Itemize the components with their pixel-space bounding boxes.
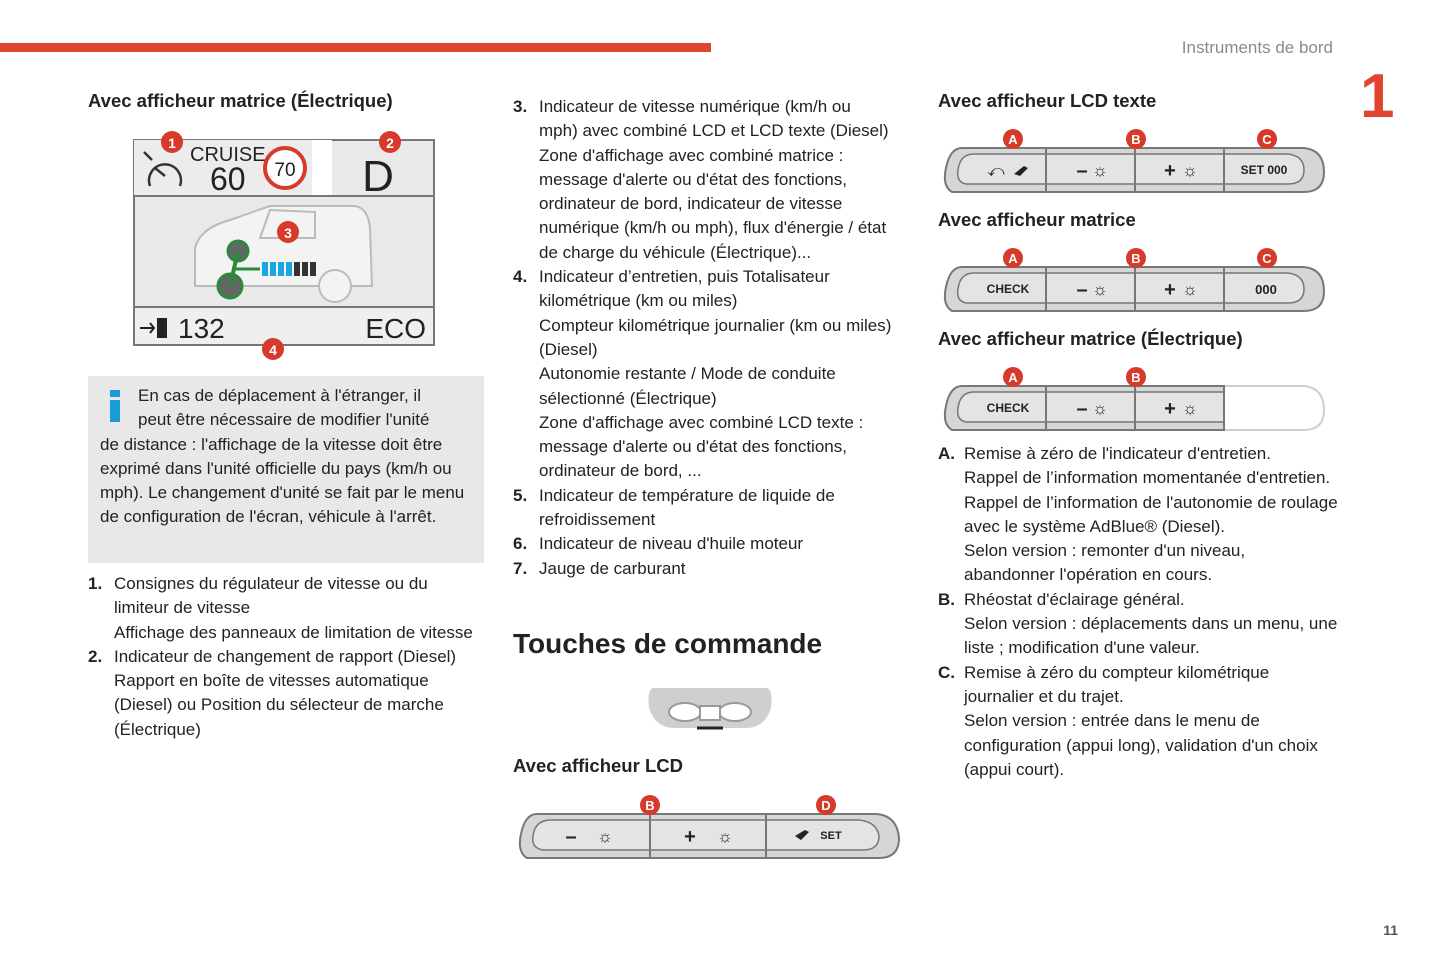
gear-indicator: D bbox=[362, 152, 394, 201]
heading-matrice: Avec afficheur matrice bbox=[938, 209, 1136, 230]
col1-list bbox=[88, 572, 484, 742]
svg-text:C: C bbox=[1262, 132, 1272, 147]
svg-text:–: – bbox=[1076, 398, 1088, 420]
info-text-line2: peut être nécessaire de modifier l'unité bbox=[138, 410, 430, 430]
svg-text:☼: ☼ bbox=[1092, 280, 1108, 299]
svg-text:–: – bbox=[565, 826, 577, 848]
svg-text:+: + bbox=[1164, 160, 1176, 182]
col2-list bbox=[513, 95, 893, 581]
page-number: 11 bbox=[1383, 922, 1398, 938]
header-accent-bar bbox=[0, 43, 711, 52]
panel-matrice-electrique bbox=[938, 364, 1330, 436]
steering-controls-thumbnail bbox=[645, 684, 775, 732]
info-box bbox=[88, 376, 484, 563]
range-value: 132 bbox=[178, 313, 225, 344]
col3-list bbox=[938, 442, 1338, 782]
button-c-label: 000 bbox=[1255, 282, 1277, 297]
section-title: Instruments de bord bbox=[1181, 38, 1333, 57]
svg-text:D: D bbox=[821, 798, 831, 813]
svg-text:☼: ☼ bbox=[1182, 280, 1198, 299]
chapter-number: 1 bbox=[1360, 62, 1395, 131]
svg-text:B: B bbox=[1131, 370, 1141, 385]
lcd-heading: Avec afficheur LCD bbox=[513, 755, 683, 776]
svg-text:A: A bbox=[1008, 370, 1018, 385]
button-c-label: SET 000 bbox=[1240, 163, 1288, 177]
svg-text:B: B bbox=[645, 798, 655, 813]
svg-text:2: 2 bbox=[386, 135, 394, 151]
cluster-illustration bbox=[120, 128, 450, 363]
svg-text:+: + bbox=[1164, 279, 1176, 301]
info-text-rest: de distance : l'affichage de la vitesse doit être exprimé dans l'unité officielle du pays (km/h ou mph). Le changement d'unité se fait par le menu de configuration de l'écran, véhicule à l'arrêt. bbox=[100, 434, 465, 527]
lcd-control-panel bbox=[513, 792, 905, 864]
info-text-line1: En cas de déplacement à l'étranger, il bbox=[138, 386, 421, 405]
list-item: A. Remise à zéro de l'indicateur d'entretien. Rappel de l’information momentanée d'entretien. Rappel de l’information de l'autonomie de roulage avec le système AdBlue® (Diesel). Selon version : remonter d'un niveau, abandonner l'opération en cours. bbox=[938, 444, 1338, 585]
list-item: 2. Indicateur de changement de rapport (Diesel) Rapport en boîte de vitesses automatique (Diesel) ou Position du sélecteur de marche (Électrique) bbox=[88, 646, 457, 739]
button-a-label: CHECK bbox=[986, 401, 1030, 415]
panel-lcd-text bbox=[938, 126, 1330, 198]
svg-text:B: B bbox=[1131, 132, 1141, 147]
svg-text:☼: ☼ bbox=[1182, 161, 1198, 180]
drive-mode: ECO bbox=[365, 313, 426, 344]
svg-text:–: – bbox=[1076, 279, 1088, 301]
svg-text:1: 1 bbox=[168, 135, 176, 151]
svg-text:☼: ☼ bbox=[717, 827, 733, 846]
list-item: 5. Indicateur de température de liquide de refroidissement bbox=[513, 485, 835, 530]
list-item: 3. Indicateur de vitesse numérique (km/h ou mph) avec combiné LCD et LCD texte (Diesel) Zone d'affichage avec combiné matrice : message d'alerte ou d'état des fonctions, ordinateur de bord, indicateur de vitesse numérique (km/h ou mph), flux d'énergie / état de charge du véhicule (Électrique)... bbox=[513, 97, 889, 262]
svg-text:⤺: ⤺ bbox=[987, 163, 1005, 180]
svg-text:A: A bbox=[1008, 251, 1018, 266]
svg-text:☼: ☼ bbox=[1182, 399, 1198, 418]
fuel-pump-icon bbox=[157, 318, 167, 338]
svg-text:+: + bbox=[684, 826, 696, 848]
svg-text:C: C bbox=[1262, 251, 1272, 266]
svg-text:3: 3 bbox=[284, 225, 292, 241]
list-item: 4. Indicateur d’entretien, puis Totalisateur kilométrique (km ou miles) Compteur kilométrique journalier (km ou miles) (Diesel) Autonomie restante / Mode de conduite sélectionné (Électrique) Zone d'affichage avec combiné LCD texte : message d'alerte ou d'état des fonctions, ordinateur de bord, ... bbox=[513, 267, 892, 481]
svg-text:–: – bbox=[1076, 160, 1088, 182]
svg-text:4: 4 bbox=[269, 342, 277, 358]
button-a-label: CHECK bbox=[986, 282, 1030, 296]
list-item: 7. Jauge de carburant bbox=[513, 558, 686, 578]
list-item: 1. Consignes du régulateur de vitesse ou du limiteur de vitesse Affichage des panneaux de limitation de vitesse bbox=[88, 574, 473, 642]
list-item: 6. Indicateur de niveau d'huile moteur bbox=[513, 534, 804, 554]
svg-text:☼: ☼ bbox=[597, 827, 613, 846]
svg-text:B: B bbox=[1131, 251, 1141, 266]
svg-text:☼: ☼ bbox=[1092, 399, 1108, 418]
section-heading: Touches de commande bbox=[513, 628, 823, 659]
svg-text:+: + bbox=[1164, 398, 1176, 420]
set-label: SET bbox=[820, 830, 842, 842]
svg-text:☼: ☼ bbox=[1092, 161, 1108, 180]
panel-matrice bbox=[938, 245, 1330, 317]
cruise-speed: 60 bbox=[210, 161, 246, 197]
list-item: C. Remise à zéro du compteur kilométrique journalier et du trajet. Selon version : entrée dans le menu de configuration (appui long), validation d'un choix (appui court). bbox=[938, 662, 1318, 779]
cruise-label: CRUISE bbox=[190, 144, 266, 166]
heading-matrice-electrique: Avec afficheur matrice (Électrique) bbox=[938, 328, 1243, 349]
col1-heading: Avec afficheur matrice (Électrique) bbox=[88, 90, 393, 111]
heading-lcd-text: Avec afficheur LCD texte bbox=[938, 90, 1157, 111]
speed-limit-value: 70 bbox=[274, 160, 296, 181]
svg-text:A: A bbox=[1008, 132, 1018, 147]
list-item: B. Rhéostat d'éclairage général. Selon version : déplacements dans un menu, une liste ; modification d'une valeur. bbox=[938, 589, 1338, 658]
